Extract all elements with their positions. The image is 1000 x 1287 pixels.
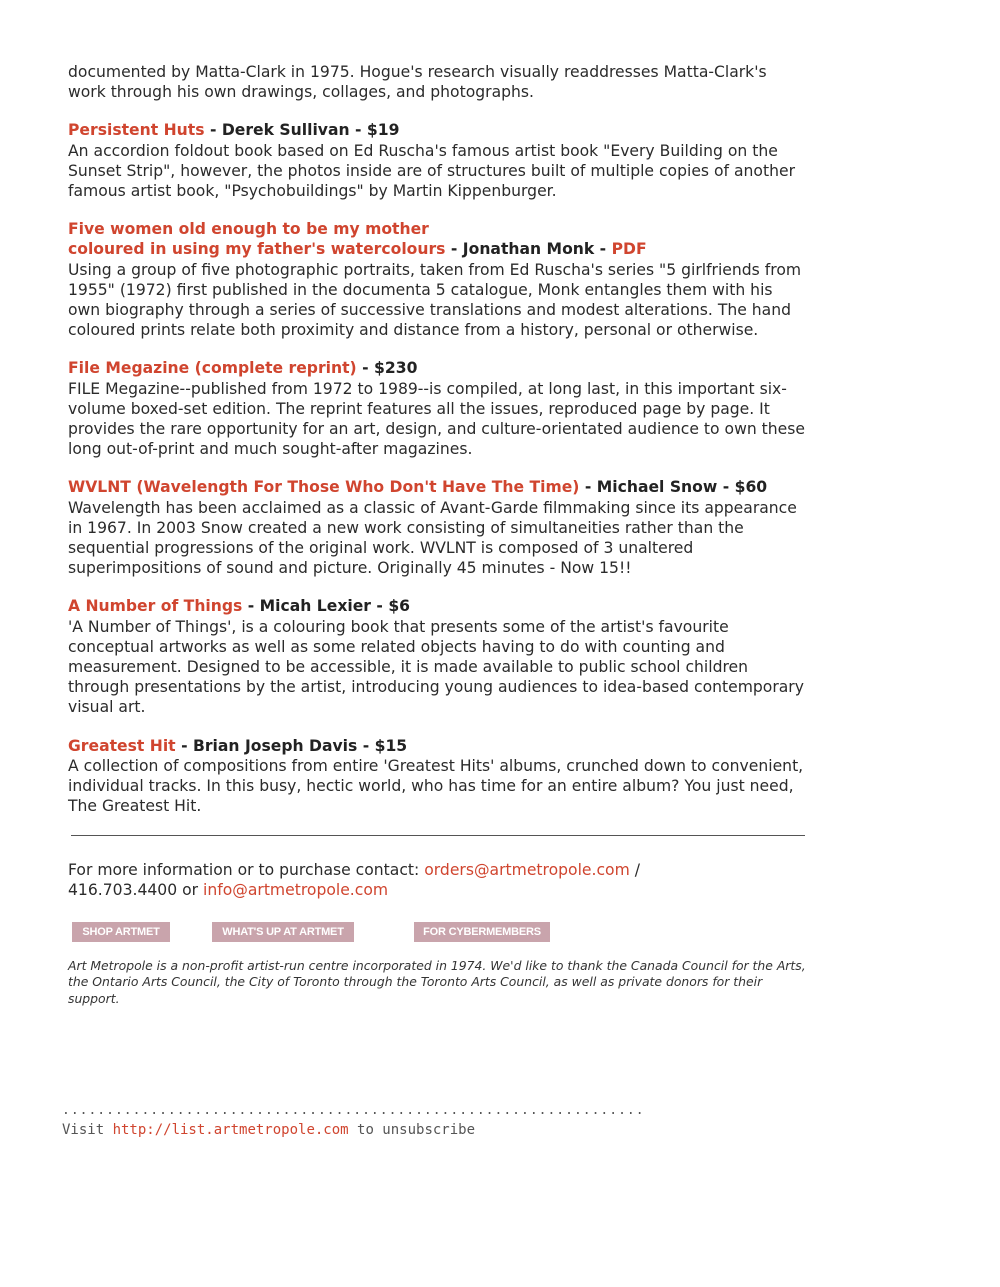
- product-description: Wavelength has been acclaimed as a classic of Avant-Garde filmmaking since its appearance in 1967. In 2003 Snow created a new work consisting of simultaneities rather than the sequential progressions of the original work. WVLNT is composed of 3 unaltered superimpositions of sound and picture. Originally 45 minutes - Now 15!!: [68, 498, 797, 578]
- product-title-link[interactable]: Persistent Huts: [68, 121, 205, 140]
- product-heading: [68, 219, 808, 259]
- product-details: - Jonathan Monk -: [445, 240, 612, 259]
- cybermembers-button[interactable]: FOR CYBERMEMBERS: [414, 922, 550, 942]
- product-title-link[interactable]: Greatest Hit: [68, 736, 176, 755]
- product-title-link[interactable]: A Number of Things: [68, 597, 243, 616]
- product-entry: [68, 219, 808, 340]
- product-heading: [68, 596, 808, 616]
- newsletter-page: [68, 62, 808, 1007]
- intro-paragraph: [68, 62, 808, 102]
- product-title-link[interactable]: coloured in using my father's watercolours: [68, 240, 446, 259]
- product-details: - $230: [356, 359, 418, 378]
- product-title-link[interactable]: File Megazine (complete reprint): [68, 359, 357, 378]
- product-details: - Michael Snow - $60: [579, 478, 768, 497]
- shop-artmet-button[interactable]: SHOP ARTMET: [72, 922, 170, 942]
- product-entry: [68, 477, 808, 578]
- unsubscribe-visit: Visit: [62, 1122, 113, 1138]
- product-entry: [68, 358, 808, 459]
- intro-text: documented by Matta-Clark in 1975. Hogue's research visually readdresses Matta-Clark's work through his own drawings, collages, and photographs.: [68, 63, 767, 102]
- unsubscribe-suffix: to unsubscribe: [348, 1122, 476, 1138]
- contact-separator: /: [629, 860, 640, 879]
- dotted-divider: ..................................................................: [62, 1103, 645, 1118]
- product-heading: [68, 477, 808, 497]
- product-entry: [68, 596, 808, 717]
- contact-info: [68, 860, 808, 900]
- product-description: A collection of compositions from entire 'Greatest Hits' albums, crunched down to convenient, individual tracks. In this busy, hectic world, who has time for an entire album? You just need, The Greatest Hit.: [68, 756, 804, 816]
- product-heading: [68, 120, 808, 140]
- product-heading: [68, 736, 808, 756]
- unsubscribe-line: [62, 1122, 475, 1138]
- contact-prefix: For more information or to purchase contact:: [68, 860, 425, 879]
- section-divider: [71, 835, 805, 836]
- phone-number: 416.703.4400: [68, 880, 178, 899]
- product-description: Using a group of five photographic portraits, taken from Ed Ruscha's series "5 girlfriends from 1955" (1972) first published in the documenta 5 catalogue, Monk entangles them with his own biography through a series of successive translations and modest alterations. The hand coloured prints relate both proximity and distance from a history, personal or otherwise.: [68, 260, 802, 340]
- product-entry: [68, 736, 808, 817]
- product-entry: [68, 120, 808, 201]
- nav-buttons: [68, 922, 808, 944]
- product-description: FILE Megazine--published from 1972 to 1989--is compiled, at long last, in this important six-volume boxed-set edition. The reprint features all the issues, reproduced page by page. It provides the rare opportunity for an art, design, and culture-orientated audience to own these long out-of-print and much sought-after magazines.: [68, 379, 805, 459]
- disclaimer-text: Art Metropole is a non-profit artist-run centre incorporated in 1974. We'd like to thank the Canada Council for the Arts, the Ontario Arts Council, the City of Toronto through the Toronto Arts Council, as well as private donors for their support.: [68, 957, 806, 1006]
- product-heading: [68, 358, 808, 378]
- product-details: - Micah Lexier - $6: [242, 597, 411, 616]
- whats-up-button[interactable]: WHAT'S UP AT ARTMET: [212, 922, 354, 942]
- info-email-link[interactable]: info@artmetropole.com: [203, 880, 389, 899]
- product-details: - Derek Sullivan - $19: [204, 121, 400, 140]
- product-title-link[interactable]: Five women old enough to be my mother: [68, 220, 429, 239]
- product-description: 'A Number of Things', is a colouring book that presents some of the artist's favourite conceptual artworks as well as some related objects having to do with counting and measurement. Designed to be accessible, it is made available to public school children through presentations by the artist, introducing young audiences to idea-based contemporary visual art.: [68, 617, 804, 717]
- orders-email-link[interactable]: orders@artmetropole.com: [424, 860, 630, 879]
- unsubscribe-link[interactable]: http://list.artmetropole.com: [112, 1122, 349, 1138]
- pdf-link[interactable]: PDF: [611, 240, 647, 259]
- product-details: - Brian Joseph Davis - $15: [175, 736, 408, 755]
- product-description: An accordion foldout book based on Ed Ruscha's famous artist book "Every Building on the Sunset Strip", however, the photos inside are of structures built of multiple copies of another famous artist book, "Psychobuildings" by Martin Kippenburger.: [68, 141, 795, 201]
- product-title-link[interactable]: WVLNT (Wavelength For Those Who Don't Have The Time): [68, 478, 580, 497]
- contact-or: or: [177, 880, 204, 899]
